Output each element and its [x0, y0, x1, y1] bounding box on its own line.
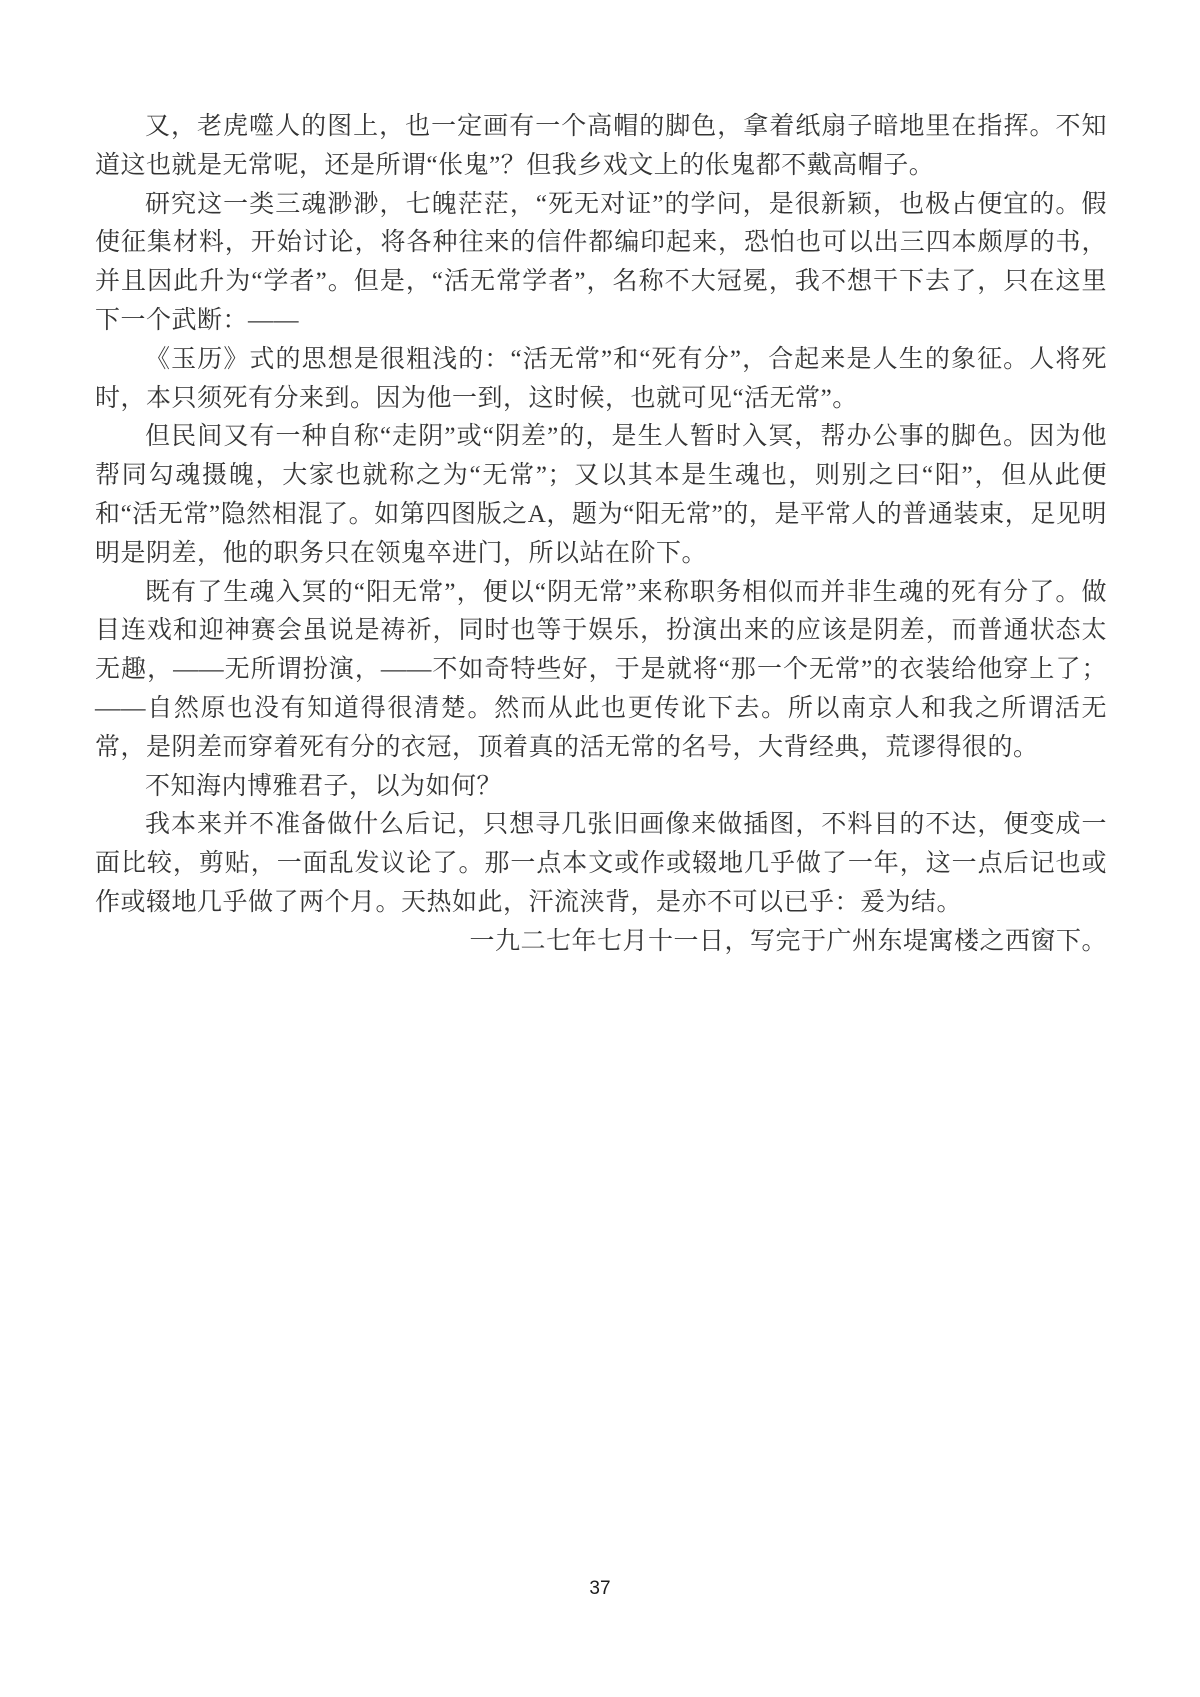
paragraph: 但民间又有一种自称“走阴”或“阴差”的，是生人暂时入冥，帮办公事的脚色。因为他帮同勾魂摄魄，大家也就称之为“无常”；又以其本是生魂也，则别之曰“阳”，但从此便和“活无常”隐然相混了。如第四图版之A，题为“阳无常”的，是平常人的普通装束，足见明明是阴差，他的职务只在领鬼卒进门，所以站在阶下。 — [95, 423, 1107, 567]
paragraph: 研究这一类三魂渺渺，七魄茫茫，“死无对证”的学问，是很新颖，也极占便宜的。假使征集材料，开始讨论，将各种往来的信件都编印起来，恐怕也可以出三四本颇厚的书，并且因此升为“学者”。但是，“活无常学者”，名称不大冠冕，我不想干下去了，只在这里下一个武断：—— — [95, 190, 1107, 334]
dateline: 一九二七年七月十一日，写完于广州东堤寓楼之西窗下。 — [469, 927, 1107, 955]
paragraph: 《玉历》式的思想是很粗浅的：“活无常”和“死有分”，合起来是人生的象征。人将死时，本只须死有分来到。因为他一到，这时候，也就可见“活无常”。 — [95, 345, 1107, 412]
paragraph: 我本来并不准备做什么后记，只想寻几张旧画像来做插图，不料目的不达，便变成一面比较，剪贴，一面乱发议论了。那一点本文或作或辍地几乎做了一年，这一点后记也或作或辍地几乎做了两个月。天热如此，汗流浃背，是亦不可以已乎：爰为结。 — [95, 811, 1107, 916]
paragraph: 既有了生魂入冥的“阳无常”，便以“阴无常”来称职务相似而并非生魂的死有分了。做目连戏和迎神赛会虽说是祷祈，同时也等于娱乐，扮演出来的应该是阴差，而普通状态太无趣，——无所谓扮演，——不如奇特些好，于是就将“那一个无常”的衣装给他穿上了；——自然原也没有知道得很清楚。然而从此也更传讹下去。所以南京人和我之所谓活无常，是阴差而穿着死有分的衣冠，顶着真的活无常的名号，大背经典，荒谬得很的。 — [95, 578, 1107, 761]
paragraph: 又，老虎噬人的图上，也一定画有一个高帽的脚色，拿着纸扇子暗地里在指挥。不知道这也就是无常呢，还是所谓“伥鬼”？但我乡戏文上的伥鬼都不戴高帽子。 — [95, 113, 1107, 179]
paragraph: 不知海内博雅君子，以为如何？ — [145, 772, 503, 800]
page-number: 37 — [589, 1578, 611, 1599]
document-content — [95, 108, 1107, 962]
